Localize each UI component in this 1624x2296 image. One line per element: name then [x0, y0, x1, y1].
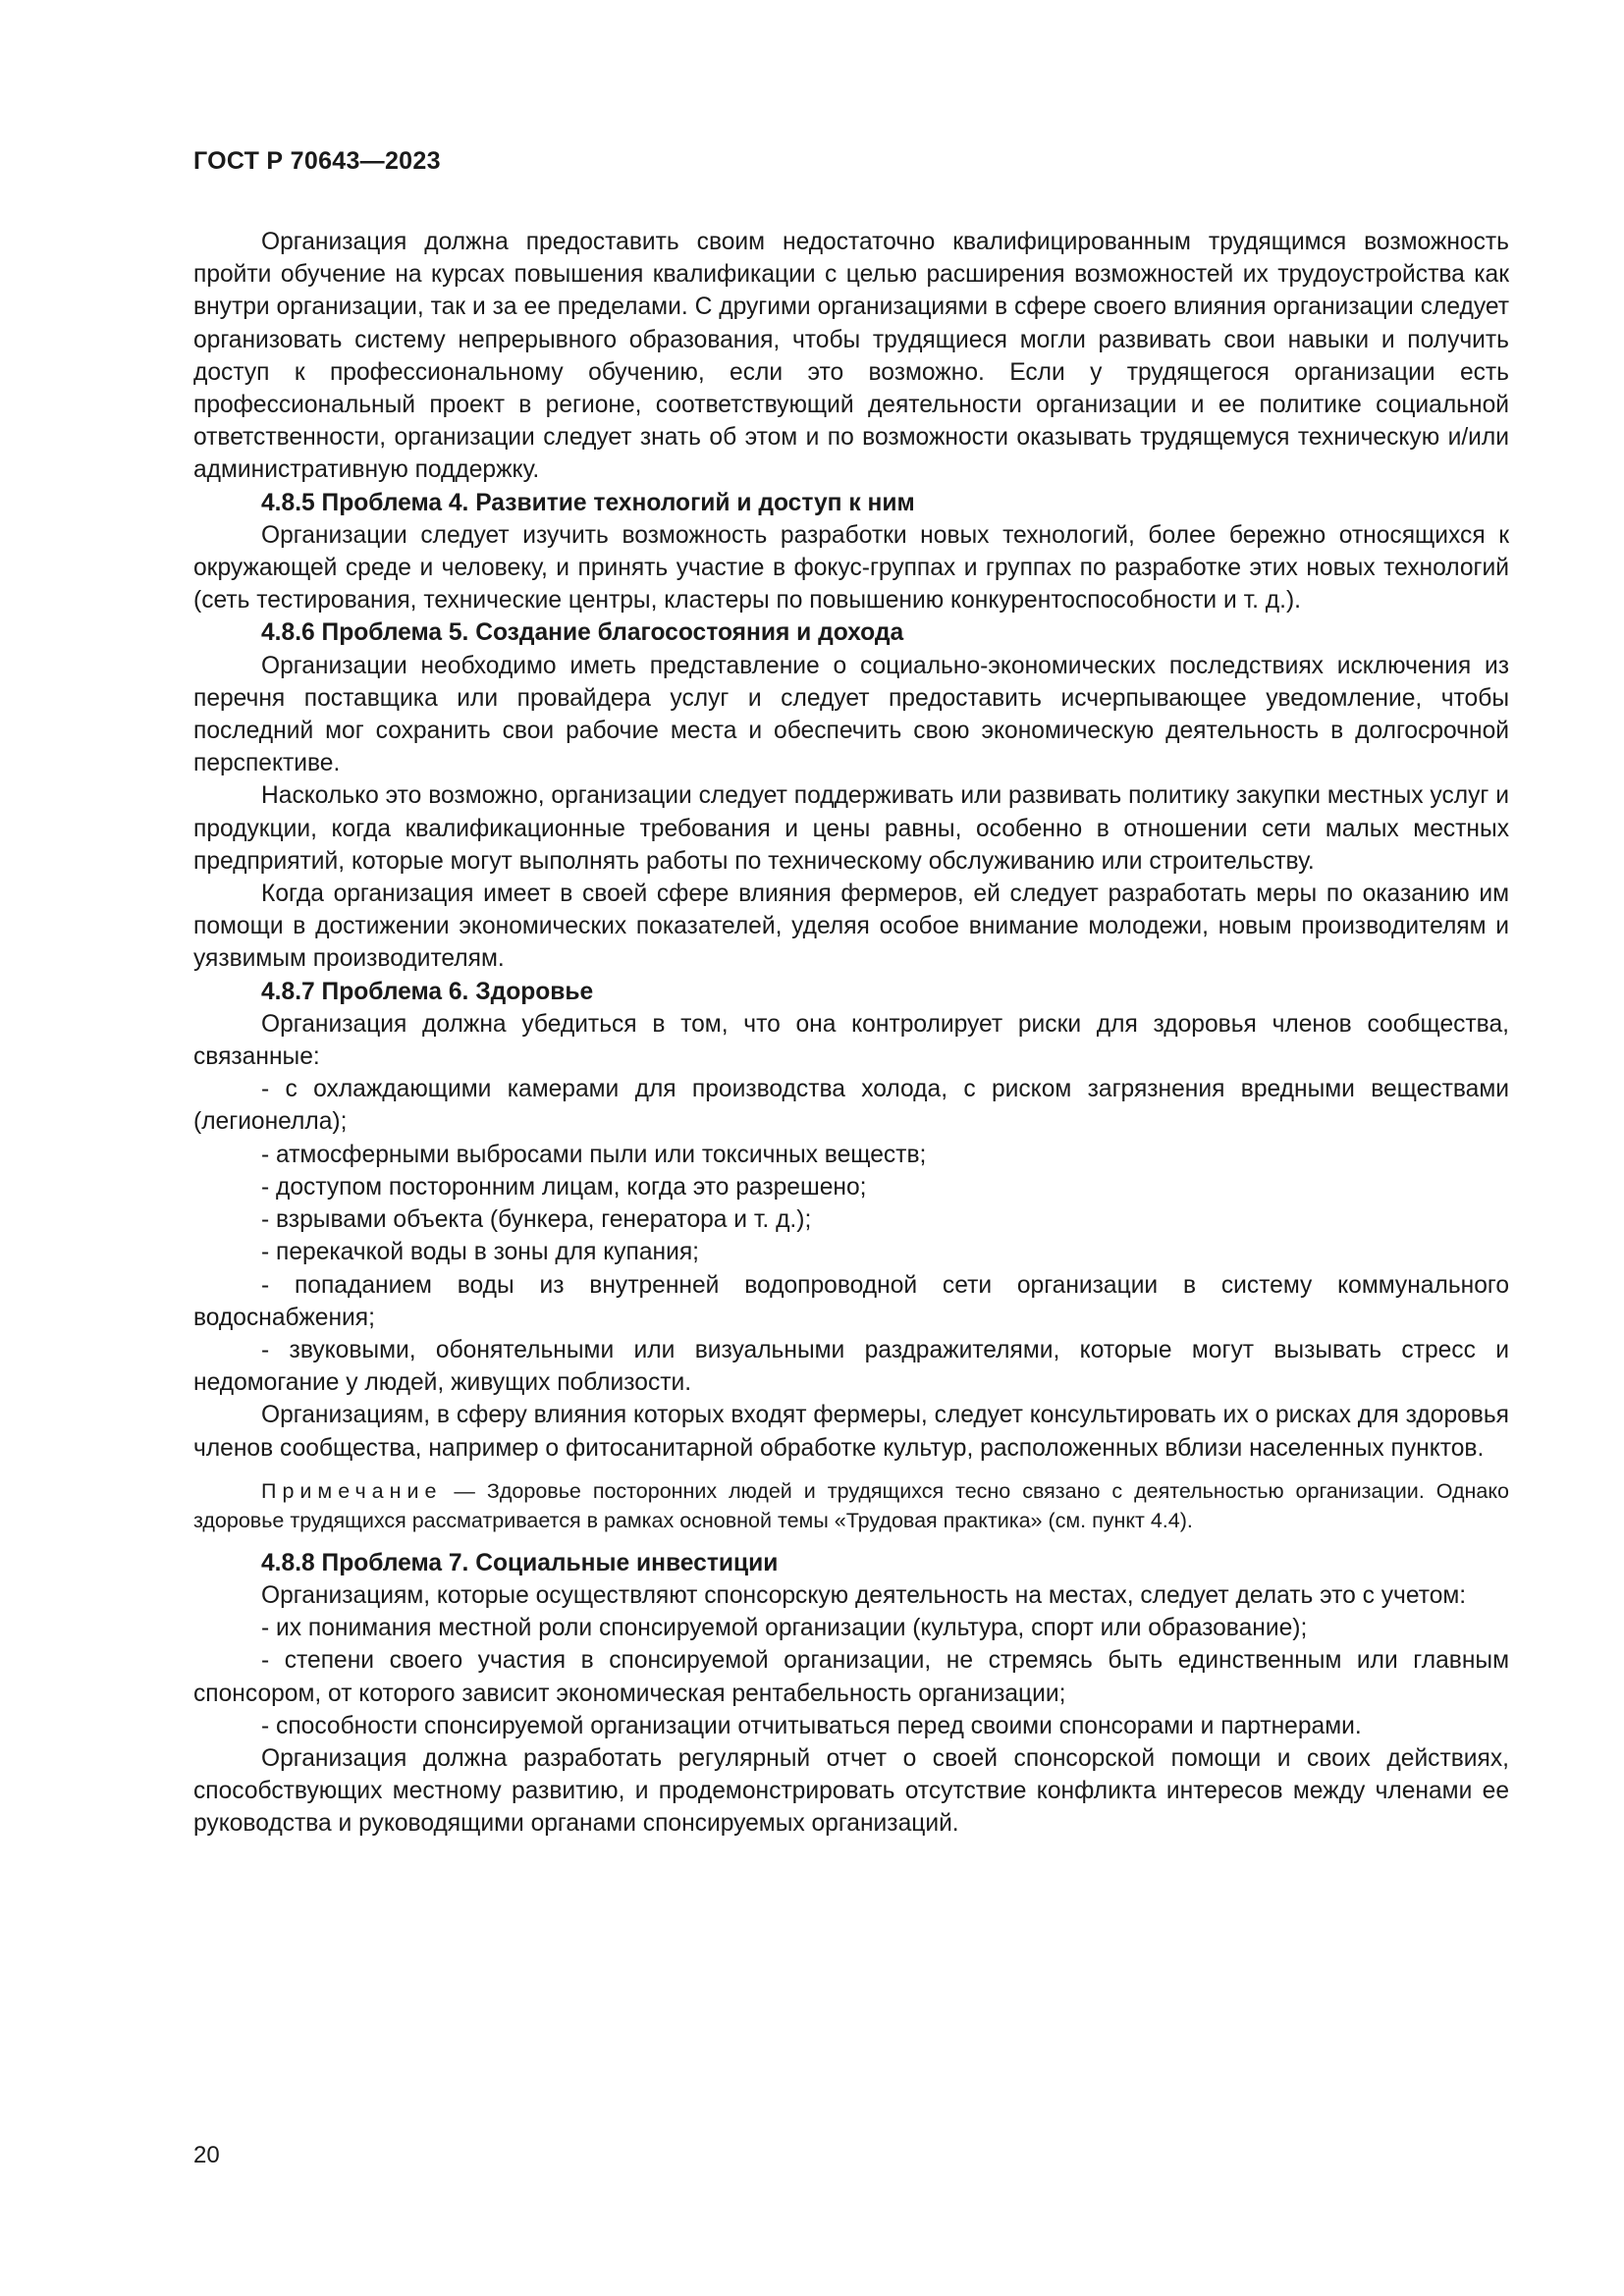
list-item: - звуковыми, обонятельными или визуальными раздражителями, которые могут вызывать стресс и недомогание у людей, живущих поблизости. [193, 1336, 1509, 1397]
body-paragraph: Организация должна разработать регулярный отчет о своей спонсорской помощи и своих действиях, способствующих местному развитию, и продемонстрировать отсутствие конфликта интересов между членами ее руководства и руководящими органами спонсируемых организаций. [193, 1744, 1509, 1838]
list-item: - их понимания местной роли спонсируемой организации (культура, спорт или образование); [261, 1615, 1308, 1642]
list-item: - перекачкой воды в зоны для купания; [261, 1239, 700, 1266]
list-item: - с охлаждающими камерами для производства холода, с риском загрязнения вредными веществами (легионелла); [193, 1076, 1509, 1136]
body-paragraph: Организация должна убедиться в том, что она контролирует риски для здоровья членов сообщества, связанные: [193, 1010, 1509, 1071]
note-text: — Здоровье посторонних людей и трудящихся тесно связано с деятельностью организации. Однако здоровье трудящихся рассматривается в рамках основной темы «Трудовая практика» (см. пункт 4.4). [193, 1478, 1509, 1532]
body-paragraph: Организация должна предоставить своим недостаточно квалифицированным трудящимся возможность пройти обучение на курсах повышения квалификации с целью расширения возможностей их трудоустройства как внутри организации, так и за ее пределами. С другими организациями в сфере своего влияния организации следует организовать систему непрерывного образования, чтобы трудящиеся могли развивать свои навыки и получить доступ к профессиональному обучению, если это возможно. Если у трудящегося организации есть профессиональный проект в регионе, соответствующий деятельности организации и ее политике социальной ответственности, организации следует знать об этом и по возможности оказывать трудящемуся техническую и/или административную поддержку. [193, 229, 1509, 484]
list-item: - атмосферными выбросами пыли или токсичных веществ; [261, 1141, 927, 1168]
document-body [193, 226, 1509, 1841]
list-item: - доступом посторонним лицам, когда это разрешено; [261, 1173, 867, 1201]
list-item: - способности спонсируемой организации отчитываться перед своими спонсорами и партнерами. [261, 1712, 1362, 1739]
section-heading: 4.8.5 Проблема 4. Развитие технологий и доступ к ним [261, 489, 915, 516]
body-paragraph: Насколько это возможно, организации следует поддерживать или развивать политику закупки местных услуг и продукции, когда квалификационные требования и цены равны, особенно в отношении сети малых местных предприятий, которые могут выполнять работы по техническому обслуживанию или строительству. [193, 782, 1509, 875]
body-paragraph: Организациям, в сферу влияния которых входят фермеры, следует консультировать их о рисках для здоровья членов сообщества, например о фитосанитарной обработке культур, расположенных вблизи населенных пунктов. [193, 1402, 1509, 1462]
note-label: Примечание [261, 1478, 443, 1503]
section-heading: 4.8.6 Проблема 5. Создание благосостояния и дохода [261, 619, 904, 647]
list-item: - попаданием воды из внутренней водопроводной сети организации в систему коммунального водоснабжения; [193, 1271, 1509, 1331]
body-paragraph: Когда организация имеет в своей сфере влияния фермеров, ей следует разработать меры по оказанию им помощи в достижении экономических показателей, уделяя особое внимание молодежи, новым производителям и уязвимым производителям. [193, 881, 1509, 973]
section-heading: 4.8.8 Проблема 7. Социальные инвестиции [261, 1549, 779, 1576]
page-number: 20 [193, 2142, 220, 2168]
body-paragraph: Организации следует изучить возможность разработки новых технологий, более бережно относящихся к окружающей среде и человеку, и принять участие в фокус-группах и группах по разработке этих новых технологий (сеть тестирования, технические центры, кластеры по повышению конкурентоспособности и т. д.). [193, 521, 1509, 614]
note-paragraph [193, 1476, 1509, 1535]
list-item: - степени своего участия в спонсируемой организации, не стремясь быть единственным или главным спонсором, от которого зависит экономическая рентабельность организации; [193, 1647, 1509, 1707]
body-paragraph: Организациям, которые осуществляют спонсорскую деятельность на местах, следует делать это с учетом: [261, 1581, 1467, 1609]
body-paragraph: Организации необходимо иметь представление о социально-экономических последствиях исключения из перечня поставщика или провайдера услуг и следует предоставить исчерпывающее уведомление, чтобы последний мог сохранить свои рабочие места и обеспечить свою экономическую деятельность в долгосрочной перспективе. [193, 652, 1509, 777]
document-code-header: ГОСТ Р 70643—2023 [193, 147, 441, 175]
section-heading: 4.8.7 Проблема 6. Здоровье [261, 978, 594, 1005]
list-item: - взрывами объекта (бункера, генератора и т. д.); [261, 1206, 812, 1234]
